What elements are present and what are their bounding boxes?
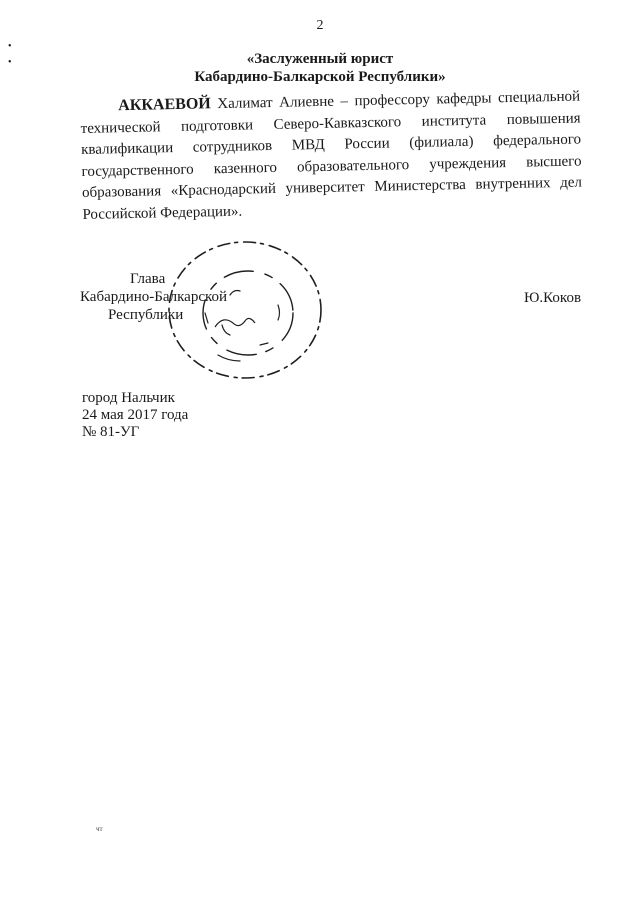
city: город Нальчик [82, 390, 175, 406]
title-line-1: «Заслуженный юрист [246, 51, 394, 67]
position-line-2: Кабардино-Балкарской [80, 289, 228, 305]
award-paragraph [80, 86, 583, 226]
decree-title [0, 50, 640, 86]
page-number: 2 [316, 18, 324, 33]
place-date-number [82, 390, 188, 441]
margin-dot: • [8, 41, 12, 52]
signatory-name: Ю.Коков [524, 290, 582, 306]
signatory-position [80, 270, 227, 324]
awardee-details: Халимат Алиевне – профессору кафедры специальной технической подготовки Северо-Кавказского института повышения квалификации сотрудников МВД России (филиала) федерального государственного казенного образовательного учреждения высшего образования «Краснодарский университет Министерства внутренних дел Российской Федерации». [80, 88, 583, 223]
position-line-1: Глава [130, 271, 166, 287]
position-line-3: Республики [108, 307, 184, 323]
decree-number: № 81-УГ [82, 424, 140, 440]
footer-code: чт [96, 825, 103, 833]
margin-dot: • [8, 57, 12, 68]
awardee-surname: АККАЕВОЙ [118, 95, 211, 115]
title-line-2: Кабардино-Балкарской Республики» [194, 69, 446, 85]
decree-date: 24 мая 2017 года [82, 407, 189, 423]
